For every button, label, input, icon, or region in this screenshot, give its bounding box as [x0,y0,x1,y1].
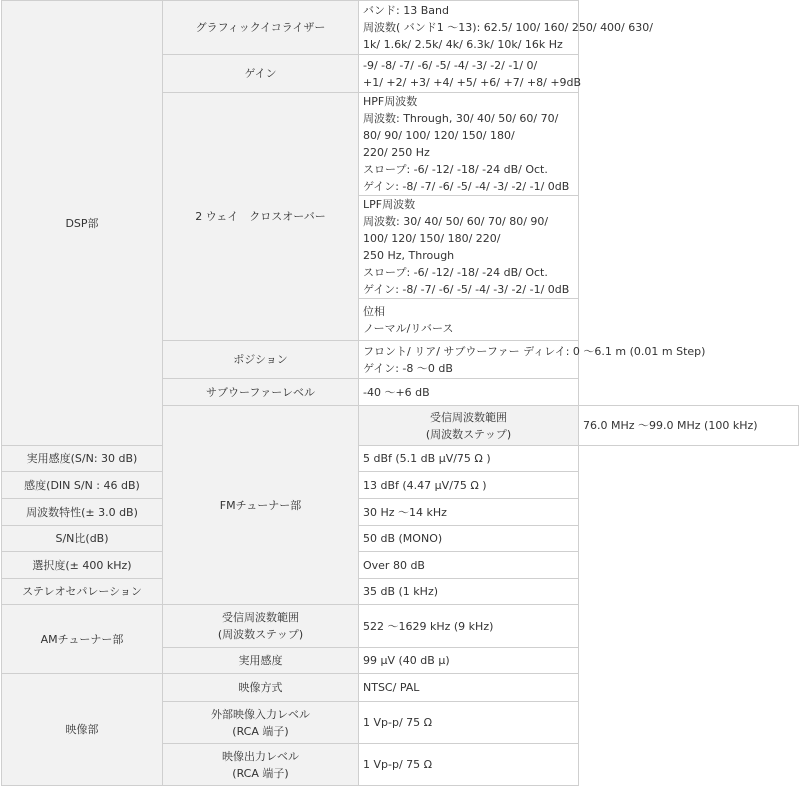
label-am-usable-sensitivity: 実用感度 [163,648,359,674]
value-fm-selectivity: Over 80 dB [359,552,579,579]
spec-table [1,0,799,786]
label-fm-usable-sensitivity: 実用感度(S/N: 30 dB) [2,446,163,472]
value-gain: -9/ -8/ -7/ -6/ -5/ -4/ -3/ -2/ -1/ 0/ +1/ +2/ +3/ +4/ +5/ +6/ +7/ +8/ +9dB [359,55,579,93]
label-fm-selectivity: 選択度(± 400 kHz) [2,552,163,579]
label-position: ポジション [163,341,359,379]
value-phase: 位相 ノーマル/リバース [359,299,579,341]
label-fm-din-sensitivity: 感度(DIN S/N : 46 dB) [2,472,163,499]
value-fm-sn-ratio: 50 dB (MONO) [359,526,579,552]
value-fm-usable-sensitivity: 5 dBf (5.1 dB μV/75 Ω ) [359,446,579,472]
label-fm-frequency-response: 周波数特性(± 3.0 dB) [2,499,163,526]
label-fm-range: 受信周波数範囲 (周波数ステップ) [359,406,579,446]
value-position: フロント/ リア/ サブウーファー ディレイ: 0 〜6.1 m (0.01 m Step) ゲイン: -8 〜0 dB [359,341,579,379]
label-gain: ゲイン [163,55,359,93]
category-am-tuner: AMチューナー部 [2,605,163,674]
label-fm-sn-ratio: S/N比(dB) [2,526,163,552]
label-video-output-level: 映像出力レベル (RCA 端子) [163,744,359,786]
value-am-range: 522 〜1629 kHz (9 kHz) [359,605,579,648]
label-video-system: 映像方式 [163,674,359,702]
label-subwoofer-level: サブウーファーレベル [163,379,359,406]
category-fm-tuner: FMチューナー部 [163,406,359,605]
value-graphic-eq: バンド: 13 Band 周波数( バンド1 〜13): 62.5/ 100/ 160/ 250/ 400/ 630/ 1k/ 1.6k/ 2.5k/ 4k/ 6.3k/ 10k/ 16k Hz [359,1,579,55]
value-fm-stereo-separation: 35 dB (1 kHz) [359,579,579,605]
value-video-input-level: 1 Vp-p/ 75 Ω [359,702,579,744]
label-am-range: 受信周波数範囲 (周波数ステップ) [163,605,359,648]
value-subwoofer-level: -40 〜+6 dB [359,379,579,406]
value-hpf: HPF周波数 周波数: Through, 30/ 40/ 50/ 60/ 70/ 80/ 90/ 100/ 120/ 150/ 180/ 220/ 250 Hz スロープ: -6/ -12/ -18/ -24 dB/ Oct. ゲイン: -8/ -7/ -6/ -5/ -4/ -3/ -2/ -1/ 0dB [359,93,579,196]
label-fm-stereo-separation: ステレオセパレーション [2,579,163,605]
value-lpf: LPF周波数 周波数: 30/ 40/ 50/ 60/ 70/ 80/ 90/ 100/ 120/ 150/ 180/ 220/ 250 Hz, Through スロープ: -6/ -12/ -18/ -24 dB/ Oct. ゲイン: -8/ -7/ -6/ -5/ -4/ -3/ -2/ -1/ 0dB [359,196,579,299]
value-fm-range: 76.0 MHz 〜99.0 MHz (100 kHz) [579,406,799,446]
value-video-system: NTSC/ PAL [359,674,579,702]
label-video-input-level: 外部映像入力レベル (RCA 端子) [163,702,359,744]
category-dsp: DSP部 [2,1,163,446]
category-video: 映像部 [2,674,163,786]
value-video-output-level: 1 Vp-p/ 75 Ω [359,744,579,786]
value-am-usable-sensitivity: 99 μV (40 dB μ) [359,648,579,674]
label-graphic-eq: グラフィックイコライザー [163,1,359,55]
label-crossover: 2 ウェイ クロスオーバー [163,93,359,341]
value-fm-frequency-response: 30 Hz 〜14 kHz [359,499,579,526]
value-fm-din-sensitivity: 13 dBf (4.47 μV/75 Ω ) [359,472,579,499]
